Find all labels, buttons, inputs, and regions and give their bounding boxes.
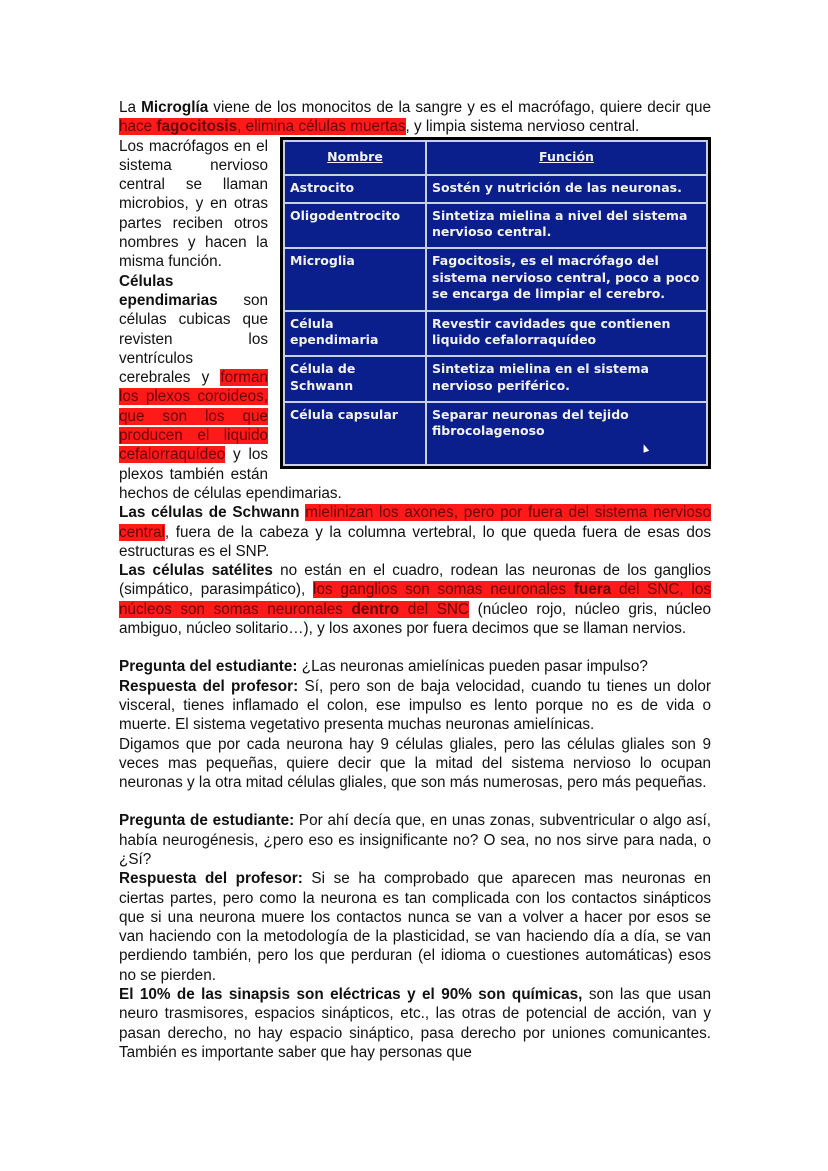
table-cell: Célula capsular [284,402,426,465]
answer-label: Respuesta del profesor: [119,870,303,888]
table-header-name: Nombre [284,141,426,175]
table-cell: Oligodentrocito [284,203,426,248]
student-question-2: Pregunta de estudiante: Por ahí decía que, en unas zonas, subventricular o algo así, había neurogénesis, ¿pero eso es insignificante no? O sea, no nos sirve para nada, o ¿Sí? [119,812,711,868]
table-row [284,356,707,401]
table-row [284,402,707,465]
text: , y limpia sistema nervioso central. [405,118,640,136]
table-row [284,175,707,203]
answer-label: Respuesta del profesor: [119,677,299,695]
question-label: Pregunta del estudiante: [119,658,298,676]
text: La [119,99,142,116]
table-row [284,248,707,311]
paragraph-macrophages: Los macrófagos en el sistema nervioso central se llaman microbios, y en otras partes reciben otros nombres y hacen la misma función. [119,137,268,271]
bold-term: Células ependimarias [119,272,218,309]
paragraph-schwann: Las células de Schwann mielinizan los axones, pero por fuera del sistema nervioso central, fuera de la cabeza y la columna vertebral, lo que queda fuera de esas dos estructuras es el SNP. [119,504,712,560]
table-header-function: Función [426,141,707,175]
bold-term: Las células de Schwann [119,504,300,522]
table-row [284,311,707,356]
table-cell: Sintetiza mielina a nivel del sistema nervioso central. [426,203,707,248]
highlight: hace fagocitosis, elimina células muertas [119,118,406,136]
highlight: los ganglios son somas neuronales fuera del SNC, los núcleos son somas neuronales dentro del SNC [119,581,711,618]
professor-answer-2: Respuesta del profesor: Si se ha comprobado que aparecen mas neuronas en ciertas partes, pero como la neurona es tan complicada con los contactos sinápticos que si una neurona muere los contactos nunca se van a volver a hacer por esos se van haciendo con la metodología de la plasticidad, se van haciendo día a día, se van perdiendo también, pero los que perduran (el idioma o cuestiones automáticas) esos no se pierden. [119,870,711,984]
glial-cells-table [280,137,711,469]
table-cell: Separar neuronas del tejido fibrocolagenoso [426,402,707,465]
table-cell: Célula de Schwann [284,356,426,401]
table-cell: Sostén y nutrición de las neuronas. [426,175,707,203]
bold-term: Microglía [141,99,209,116]
student-question-1: Pregunta del estudiante: ¿Las neuronas amielínicas pueden pasar impulso? [119,658,648,676]
paragraph-glial-ratio: Digamos que por cada neurona hay 9 células gliales, pero las células gliales son 9 veces mas pequeñas, quiere decir que la mitad del sistema nervioso lo ocupan neuronas y la otra mitad células gliales, que son más numerosas, pero más pequeñas. [119,735,711,792]
paragraph-satellite: Las células satélites no están en el cuadro, rodean las neuronas de los ganglios (simpático, parasimpático), los ganglios son somas neuronales fuera del SNC, los núcleos son somas neuronales dentro del SNC (núcleo rojo, núcleo gris, núcleo ambiguo, núcleo solitario…), y los axones por fuera decimos que se llaman nervios. [119,562,711,638]
table-cell: Sintetiza mielina en el sistema nervioso periférico. [426,356,707,401]
document-page [119,98,711,1062]
table-cell: Microglia [284,248,426,311]
bold-term: El 10% de las sinapsis son eléctricas y el 90% son químicas, [119,986,583,1004]
paragraph-ependymal: Células ependimarias son células cubicas que revisten los ventrículos cerebrales y forman los plexos coroideos, que son los que producen el liquido cefalorraquídeo y los plexos también están hechos de células ependimarias. [119,272,342,502]
highlight: forman los plexos coroideos, que son los que producen el liquido cefalorraquídeo [119,369,268,464]
table-cell: Célula ependimaria [284,311,426,356]
table-cell: Astrocito [284,175,426,203]
table-row [284,203,707,248]
mouse-cursor-icon [641,443,649,453]
table-cell: Fagocitosis, es el macrófago del sistema nervioso central, poco a poco se encarga de limpiar el cerebro. [426,248,707,311]
professor-answer-1: Respuesta del profesor: Sí, pero son de baja velocidad, cuando tu tienes un dolor visceral, tienes inflamado el colon, ese impulso es lento porque no es de vida o muerte. El sistema vegetativo presenta muchas neuronas amielínicas. [119,677,712,734]
paragraph-microglia [119,98,711,137]
question-label: Pregunta de estudiante: [119,812,295,830]
paragraph-synapses: El 10% de las sinapsis son eléctricas y el 90% son químicas, son las que usan neuro trasmisores, espacios sinápticos, etc., las otras de potencial de acción, van y pasan derecho, no hay espacio sináptico, pasa derecho por uniones comunicantes. También es importante saber que hay personas que [119,986,711,1061]
bold-term: Las células satélites [119,562,273,580]
highlight: mielinizan los axones, pero por fuera del sistema nervioso central [119,504,712,541]
text: viene de los monocitos de la sangre y es el macrófago, quiere decir que [208,99,712,116]
table-cell: Revestir cavidades que contienen liquido cefalorraquídeo [426,311,707,356]
